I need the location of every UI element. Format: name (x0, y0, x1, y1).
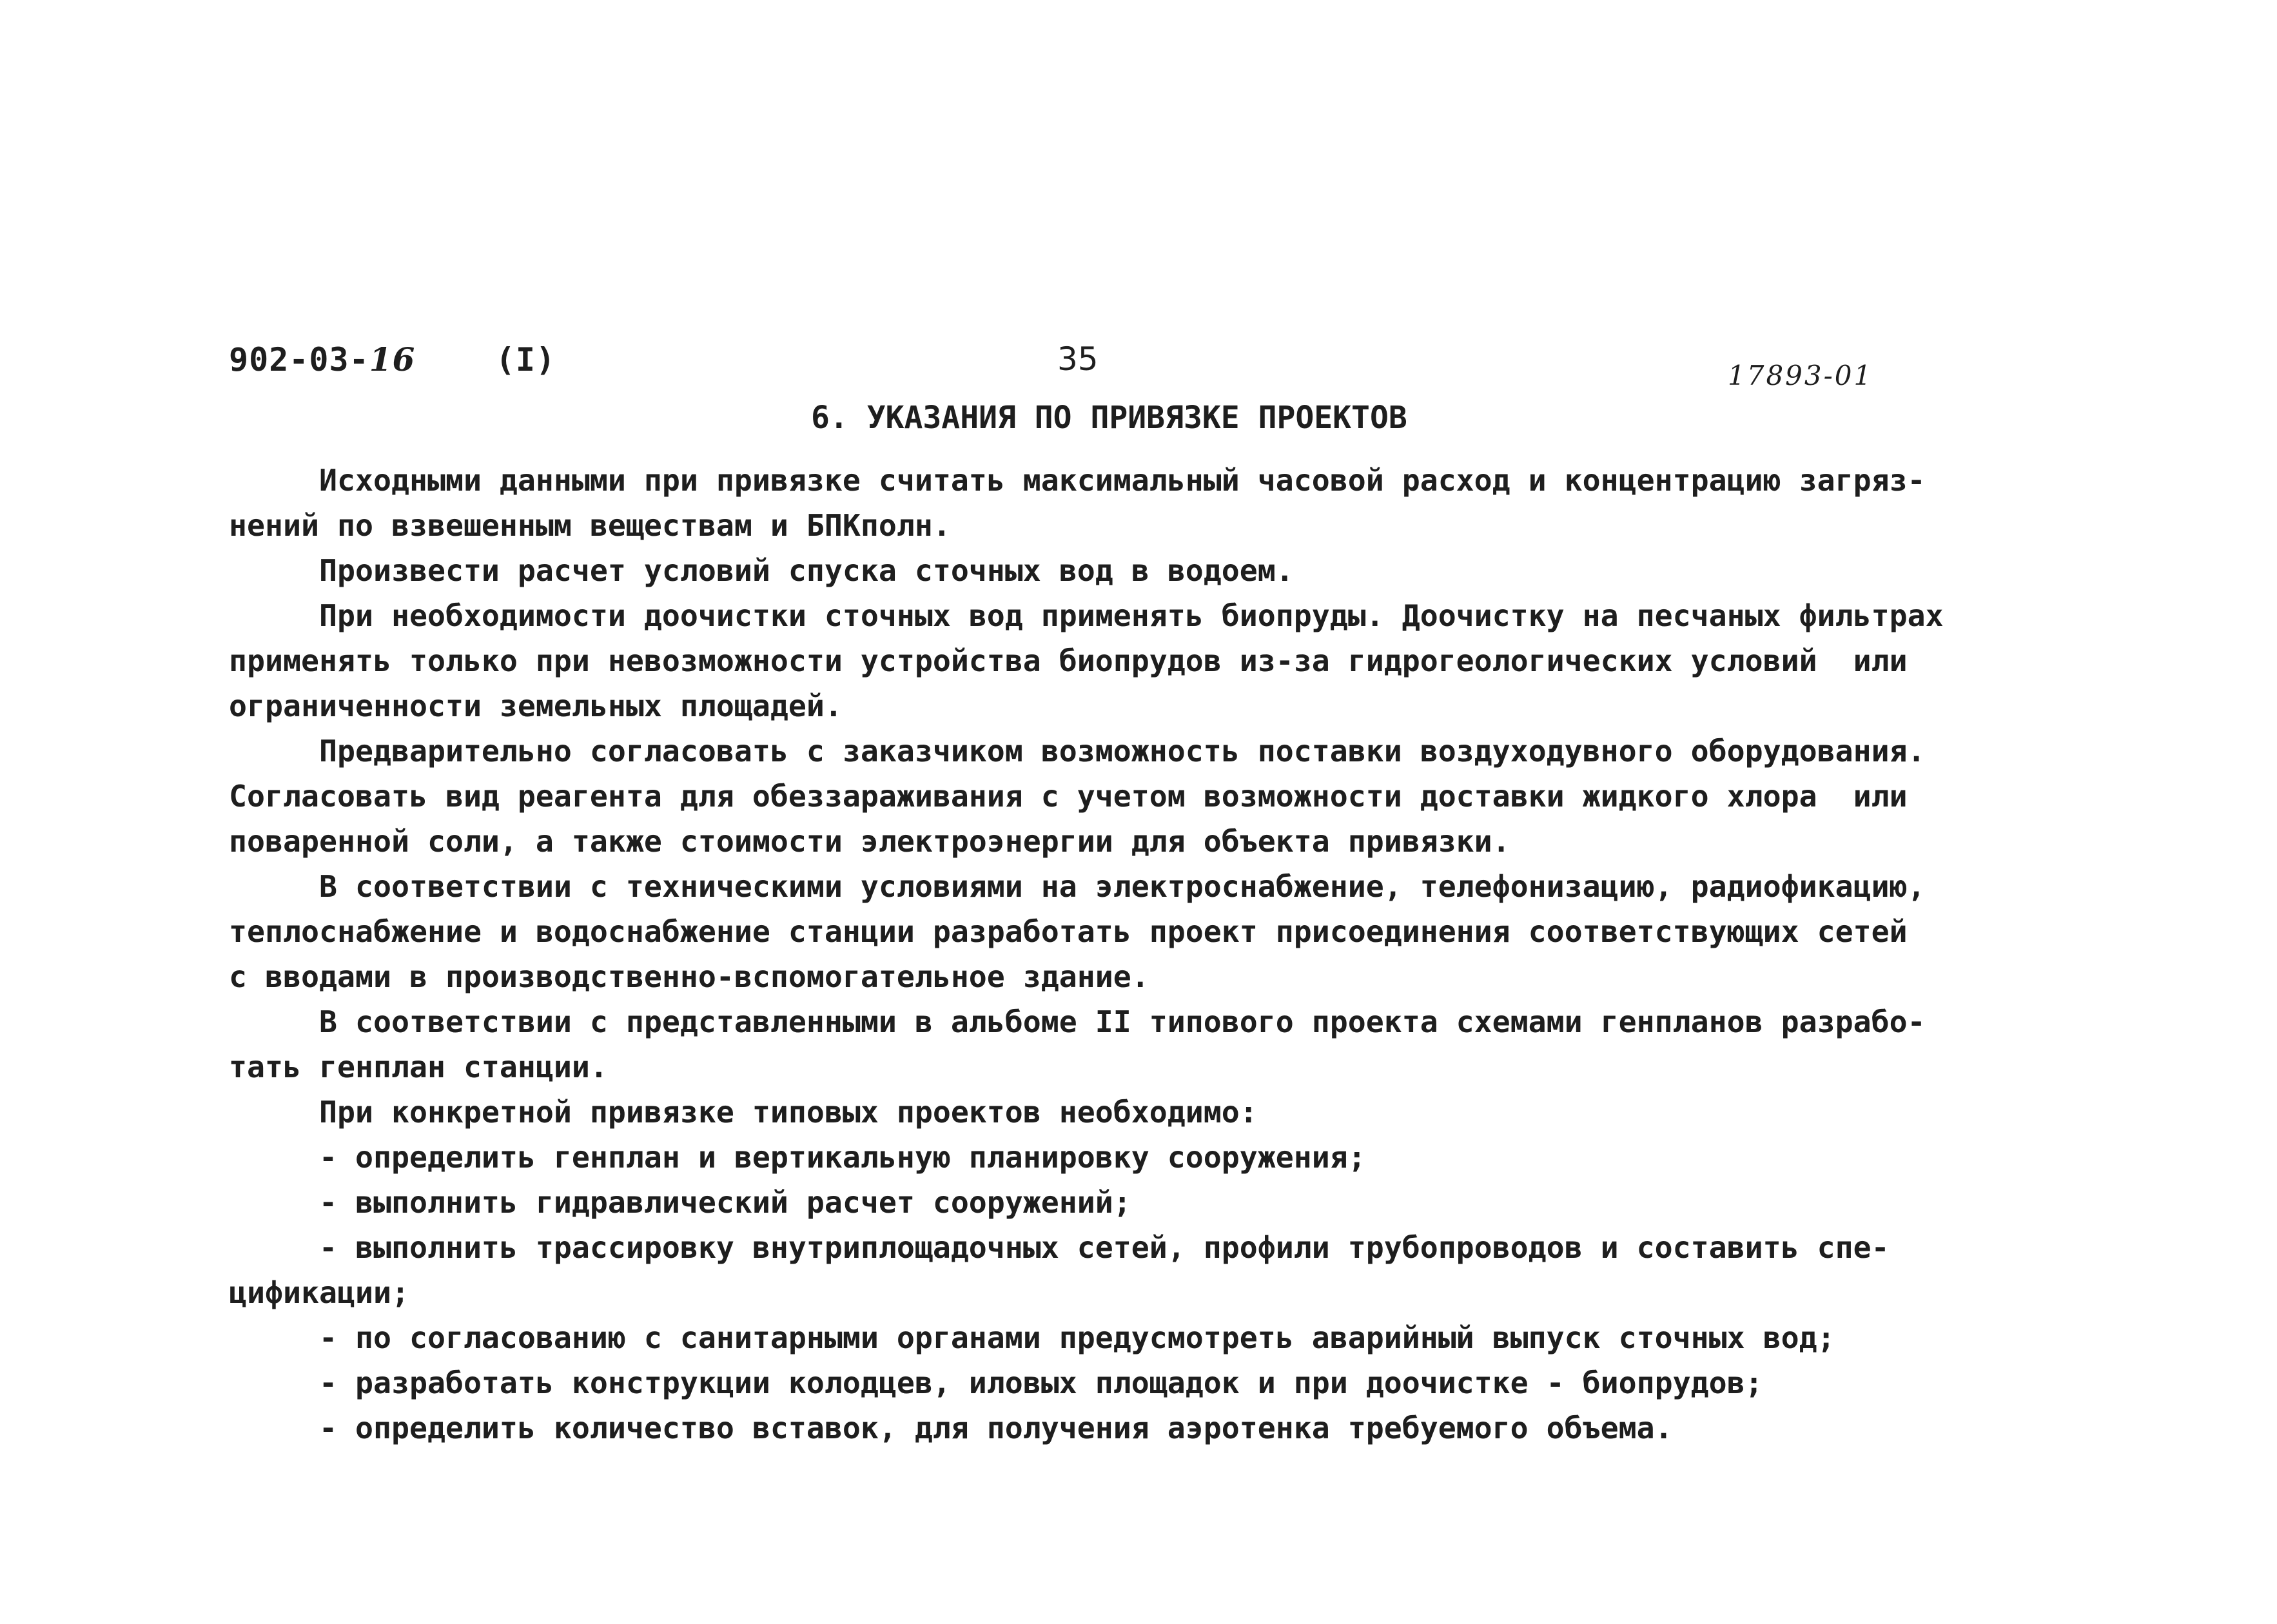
page-number: 35 (1057, 340, 1099, 378)
text-line: цификации; (229, 1275, 409, 1310)
text-line: теплоснабжение и водоснабжение станции разработать проект присоединения соответствующих сетей (229, 914, 1908, 949)
document-code-handwritten: 16 (369, 340, 416, 378)
text-line: применять только при невозможности устройства биопрудов из-за гидрогеологических условий или (229, 643, 1908, 678)
text-line: Предварительно согласовать с заказчиком возможность поставки воздуходувного оборудования. (229, 734, 1926, 768)
list-item: - выполнить трассировку внутриплощадочных сетей, профили трубопроводов и составить спе- (229, 1230, 1890, 1265)
list-item: - по согласованию с санитарными органами предусмотреть аварийный выпуск сточных вод; (229, 1320, 1835, 1355)
text-line: При конкретной привязке типовых проектов необходимо: (229, 1095, 1258, 1130)
text-line: Произвести расчет условий спуска сточных вод в водоем. (229, 553, 1294, 588)
text-line: В соответствии с представленными в альбоме II типового проекта схемами генпланов разрабо- (229, 1004, 1926, 1039)
list-item: - разработать конструкции колодцев, иловых площадок и при доочистке - биопрудов; (229, 1365, 1763, 1400)
registration-number: 17893-01 (1728, 360, 1873, 391)
text-line: Исходными данными при привязке считать максимальный часовой расход и концентрацию загряз- (229, 463, 1926, 498)
document-code (229, 340, 556, 378)
text-line: тать генплан станции. (229, 1050, 608, 1084)
text-line: поваренной соли, а также стоимости электроэнергии для объекта привязки. (229, 824, 1510, 859)
list-item: - выполнить гидравлический расчет сооружений; (229, 1185, 1131, 1220)
list-item: - определить количество вставок, для получения аэротенка требуемого объема. (229, 1411, 1673, 1445)
document-part: (I) (495, 341, 556, 378)
document-code-printed: 902-03- (229, 341, 369, 378)
text-line: с вводами в производственно-вспомогательное здание. (229, 959, 1149, 994)
text-line: В соответствии с техническими условиями на электроснабжение, телефонизацию, радиофикацию, (229, 869, 1926, 904)
text-line: При необходимости доочистки сточных вод применять биопруды. Доочистку на песчаных фильтрах (229, 598, 1944, 633)
list-item: - определить генплан и вертикальную планировку сооружения; (229, 1140, 1366, 1175)
text-line: нений по взвешенным веществам и БПКполн. (229, 508, 951, 543)
text-line: Согласовать вид реагента для обеззараживания с учетом возможности доставки жидкого хлора или (229, 779, 1908, 814)
section-title: 6. УКАЗАНИЯ ПО ПРИВЯЗКЕ ПРОЕКТОВ (811, 400, 1407, 436)
section-body (229, 458, 1969, 1451)
text-line: ограниченности земельных площадей. (229, 689, 843, 723)
